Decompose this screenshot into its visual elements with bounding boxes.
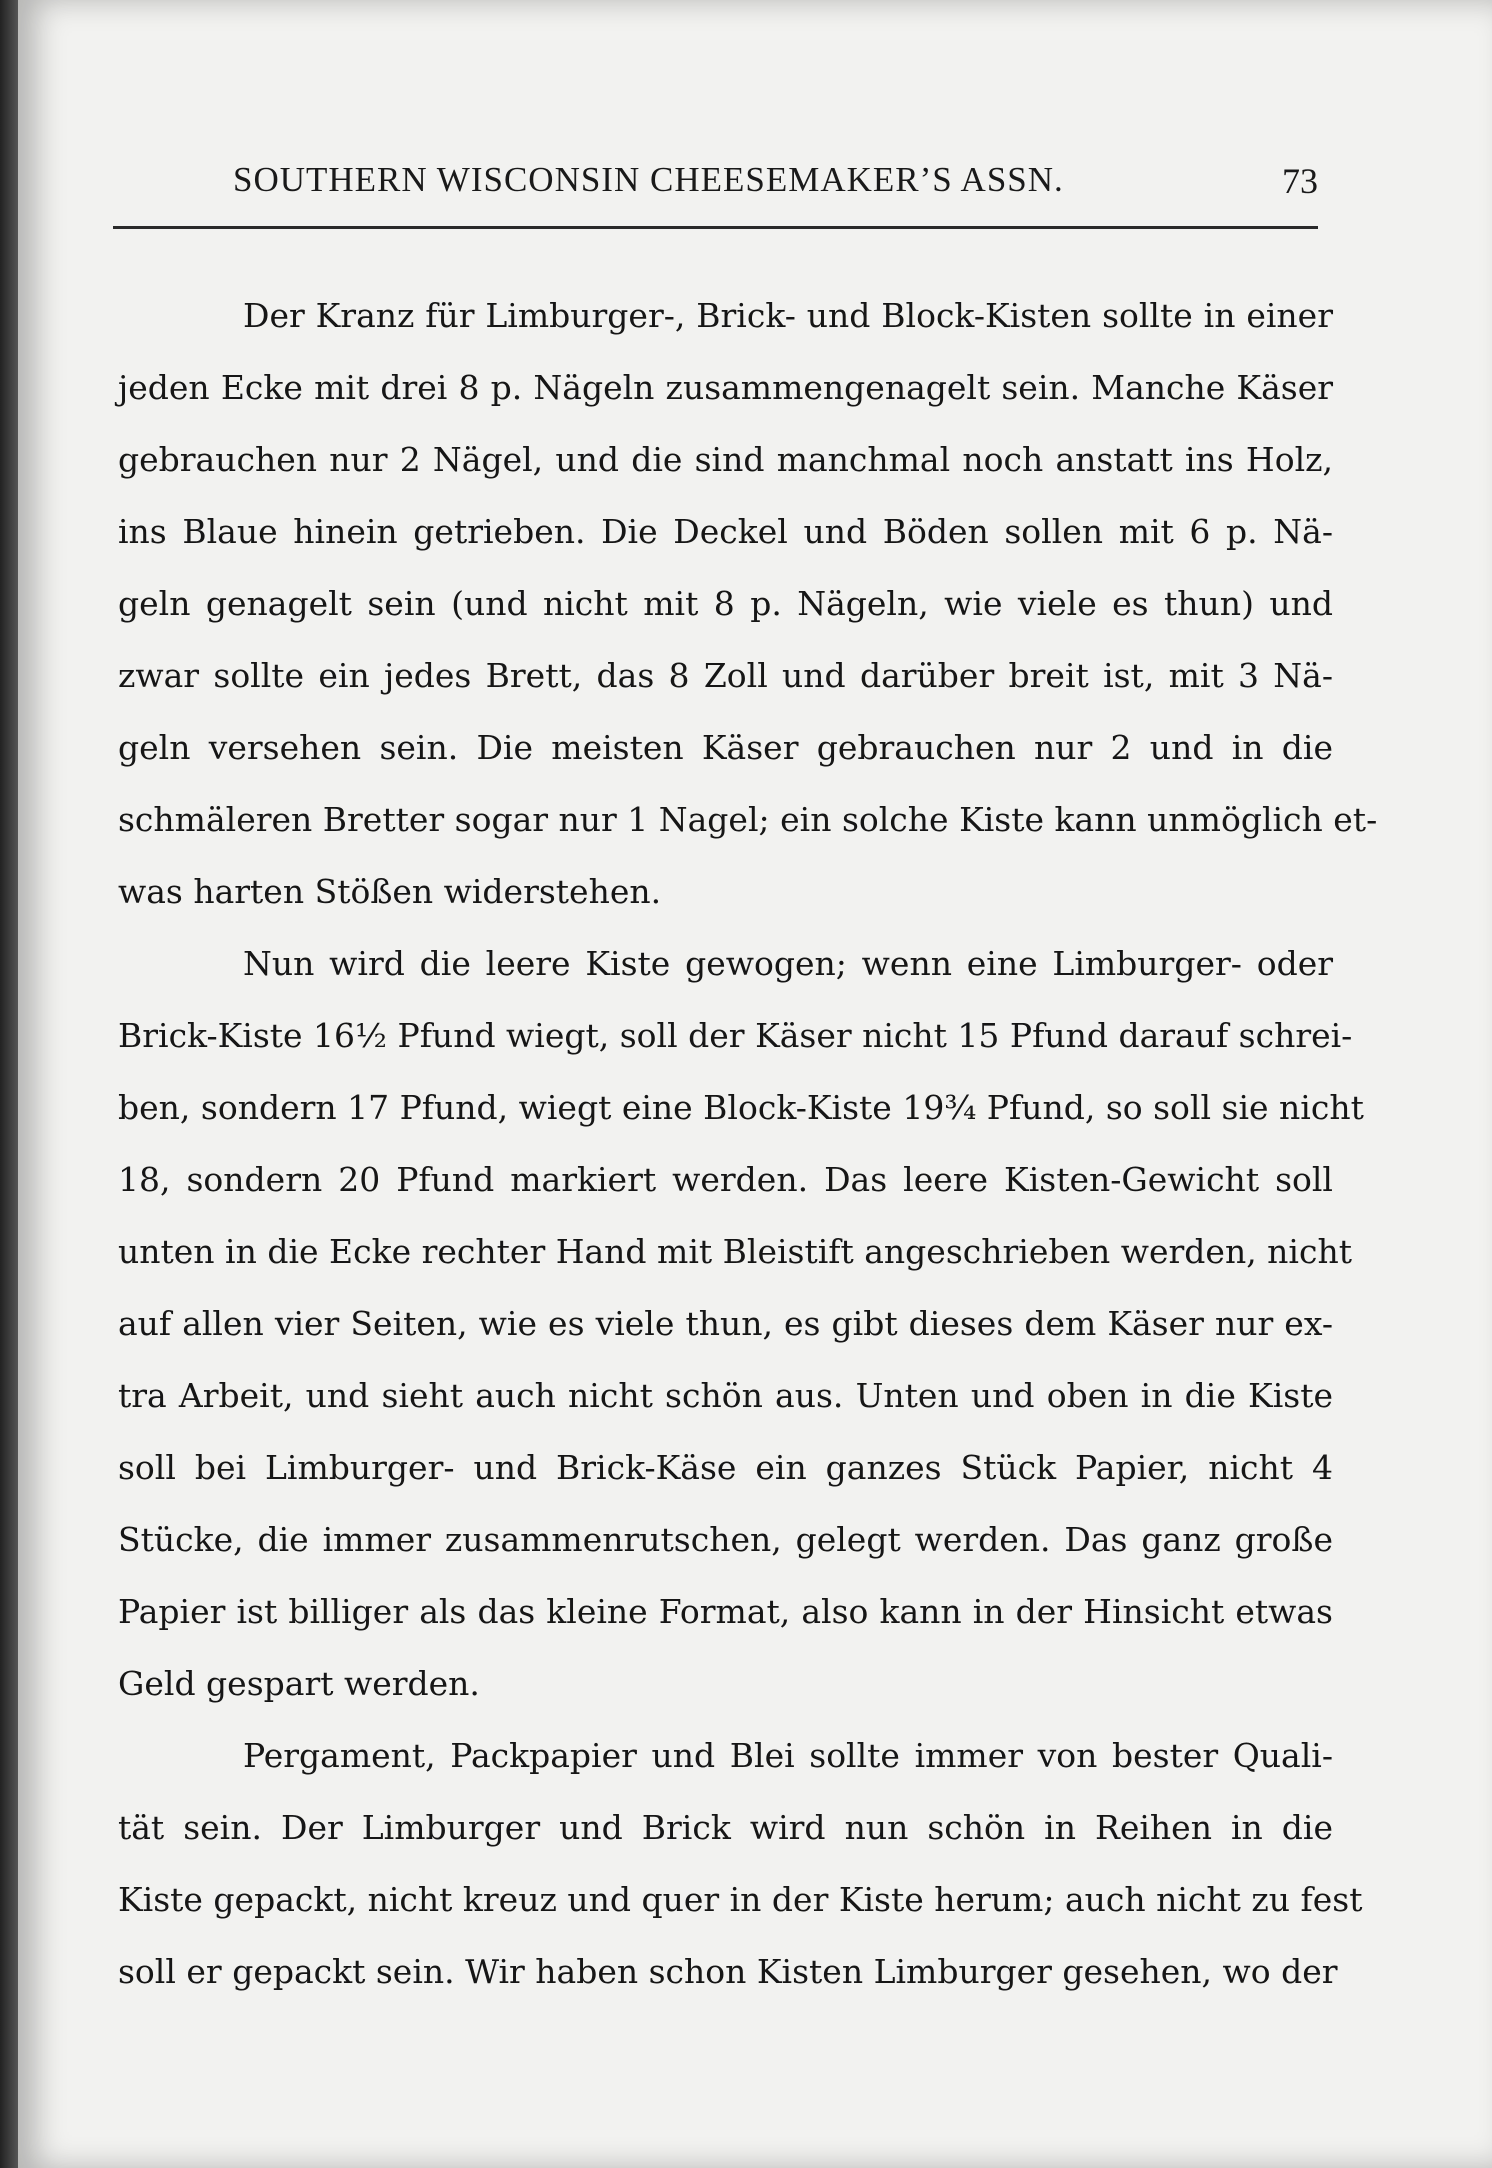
text-line: geln versehen sein. Die meisten Käser gebrauchen nur 2 und in die — [118, 728, 1333, 767]
text-line: Stücke, die immer zusammenrutschen, gelegt werden. Das ganz große — [118, 1520, 1333, 1559]
text-line: Nun wird die leere Kiste gewogen; wenn eine Limburger- oder — [243, 944, 1333, 983]
text-line: Papier ist billiger als das kleine Format, also kann in der Hinsicht etwas — [118, 1592, 1333, 1631]
text-line: soll bei Limburger- und Brick-Käse ein ganzes Stück Papier, nicht 4 — [118, 1448, 1333, 1487]
running-title: SOUTHERN WISCONSIN CHEESEMAKER’S ASSN. — [233, 160, 1064, 199]
text-line: Der Kranz für Limburger-, Brick- und Block-Kisten sollte in einer — [243, 296, 1333, 335]
running-head — [113, 160, 1318, 210]
text-line: unten in die Ecke rechter Hand mit Bleistift angeschrieben werden, nicht — [118, 1232, 1352, 1271]
text-line: zwar sollte ein jedes Brett, das 8 Zoll und darüber breit ist, mit 3 Nä- — [118, 656, 1333, 695]
text-line: gebrauchen nur 2 Nägel, und die sind manchmal noch anstatt ins Holz, — [118, 440, 1333, 479]
text-line: was harten Stößen widerstehen. — [118, 872, 662, 911]
text-line: tät sein. Der Limburger und Brick wird nun schön in Reihen in die — [118, 1808, 1333, 1847]
text-line: Pergament, Packpapier und Blei sollte immer von bester Quali- — [243, 1736, 1333, 1775]
text-line: 18, sondern 20 Pfund markiert werden. Das leere Kisten-Gewicht soll — [118, 1160, 1333, 1199]
text-line: ben, sondern 17 Pfund, wiegt eine Block-Kiste 19¾ Pfund, so soll sie nicht — [118, 1088, 1364, 1127]
book-page — [18, 0, 1492, 2168]
text-line: soll er gepackt sein. Wir haben schon Kisten Limburger gesehen, wo der — [118, 1952, 1338, 1991]
header-rule — [113, 226, 1318, 229]
text-line: schmäleren Bretter sogar nur 1 Nagel; ein solche Kiste kann unmöglich et- — [118, 800, 1378, 839]
page-number: 73 — [1282, 161, 1318, 201]
text-line: tra Arbeit, und sieht auch nicht schön aus. Unten und oben in die Kiste — [118, 1376, 1333, 1415]
body-text — [118, 280, 1378, 2008]
book-binding-edge — [0, 0, 18, 2168]
text-line: ins Blaue hinein getrieben. Die Deckel und Böden sollen mit 6 p. Nä- — [118, 512, 1333, 551]
text-line: Kiste gepackt, nicht kreuz und quer in der Kiste herum; auch nicht zu fest — [118, 1880, 1363, 1919]
text-line: jeden Ecke mit drei 8 p. Nägeln zusammengenagelt sein. Manche Käser — [118, 368, 1333, 407]
text-line: geln genagelt sein (und nicht mit 8 p. Nägeln, wie viele es thun) und — [118, 584, 1333, 623]
text-line: Brick-Kiste 16½ Pfund wiegt, soll der Käser nicht 15 Pfund darauf schrei- — [118, 1016, 1353, 1055]
text-line: auf allen vier Seiten, wie es viele thun, es gibt dieses dem Käser nur ex- — [118, 1304, 1333, 1343]
text-line: Geld gespart werden. — [118, 1664, 480, 1703]
